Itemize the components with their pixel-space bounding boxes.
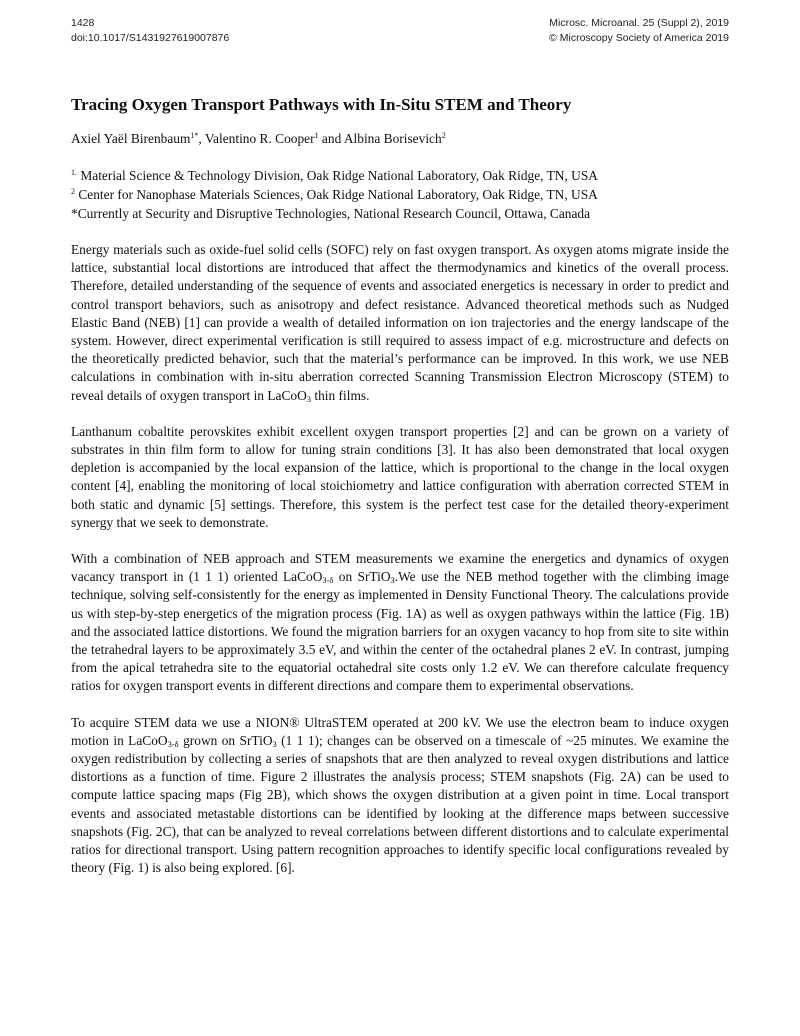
doi: doi:10.1017/S1431927619007876 <box>71 32 230 44</box>
subscript: 3 <box>272 738 277 749</box>
affiliation-text: Center for Nanophase Materials Sciences, Oak Ridge National Laboratory, Oak Ridge, TN, USA <box>75 187 598 202</box>
author-list <box>71 130 729 148</box>
journal-citation: Microsc. Microanal. 25 (Suppl 2), 2019 <box>549 17 729 29</box>
author-affil-mark: 1* <box>190 131 199 140</box>
text-run: grown on SrTiO <box>178 732 273 748</box>
copyright: © Microscopy Society of America 2019 <box>549 32 729 44</box>
paragraph-introduction <box>71 241 729 405</box>
text-run: Energy materials such as oxide-fuel solid cells (SOFC) rely on fast oxygen transport. As oxygen atoms migrate inside the lattice, substantial local distortions are introduced that affect the thermodynamics and kinetics of the overall process. Therefore, detailed understanding of the sequence of events and associated energetics is necessary in order to predict and control transport behaviors, such as anisotropy and defect resistance. Advanced theoretical methods such as Nudged Elastic Band (NEB) [1] can provide a wealth of detailed information on ion trajectories and the energy landscape of the system. However, direct experimental verification is still required to assess impact of e.g. microstructure and defects on the theoretically predicted behavior, such that the material’s performance can be improved. In this work, we use NEB calculations in combination with in-situ aberration corrected Scanning Transmission Electron Microscopy (STEM) to reveal details of oxygen transport in LaCoO <box>71 242 729 403</box>
paper-title: Tracing Oxygen Transport Pathways with In-Situ STEM and Theory <box>71 95 572 114</box>
text-run: With a combination of NEB approach and STEM measurements we examine the energetics and dynamics of oxygen vacancy transport in (1 1 1) oriented LaCoO <box>71 551 729 585</box>
affiliation-mark: 1. <box>71 168 77 177</box>
text-run: .We use the NEB method together with the climbing image technique, solving self-consistently for the energy as implemented in Density Functional Theory. The calculations provide us with step-by-step energetics of the migration process (Fig. 1A) as well as oxygen pathways within the lattice (Fig. 1B) and the associated lattice distortions. We found the migration barriers for an oxygen vacancy to hop from site to site within the tetrahedral layers to be approximately 3.5 eV, and within the center of the octahedral planes 2 eV. In contrast, jumping from the apical tetrahedra site to the equatorial octahedral site costs only 1.2 eV. We can therefore calculate frequency ratios for oxygen transport events in different directions and compare them to experimental observations. <box>71 569 729 694</box>
text-run: (1 1 1); changes can be observed on a timescale of ~25 minutes. We examine the oxygen redistribution by collecting a series of snapshots that are then analyzed to reveal oxygen distributions and lattice distortions as a function of time. Figure 2 illustrates the analysis process; STEM snapshots (Fig. 2A) can be used to compute lattice spacing maps (Fig 2B), which shows the oxygen distribution at a given point in time. Local transport events and associated metastable distortions can be identified by looking at the difference maps between successive snapshots (Fig. 2C), that can be analyzed to reveal correlations between different distortions and to calculate experimental ratios for directional transport. Using pattern recognition approaches to identify specific local configurations revealed by theory (Fig. 1) is also being explored. [6]. <box>71 732 730 876</box>
affiliation-list <box>71 166 729 223</box>
subscript: 3-δ <box>167 738 179 749</box>
text-run: thin films. <box>311 387 370 403</box>
affiliation-mark: 2 <box>71 187 75 196</box>
header-left <box>71 16 229 46</box>
paragraph-neb-method <box>71 550 729 696</box>
subscript: 3 <box>390 575 395 586</box>
author-name: Albina Borisevich <box>343 131 442 146</box>
paper-body <box>71 94 729 896</box>
page-number: 1428 <box>71 17 95 29</box>
author-separator: , <box>198 131 205 146</box>
affiliation <box>71 185 729 204</box>
header-right <box>549 16 729 46</box>
affiliation <box>71 166 729 185</box>
subscript: 3 <box>306 393 312 404</box>
affiliation <box>71 204 729 223</box>
author-name: Axiel Yaël Birenbaum <box>71 131 191 146</box>
affiliation-text: Material Science & Technology Division, Oak Ridge National Laboratory, Oak Ridge, TN, USA <box>77 168 598 183</box>
text-run: To acquire STEM data we use a NION® UltraSTEM operated at 200 kV. We use the electron beam to induce oxygen motion in LaCoO <box>71 714 729 748</box>
paragraph-stem-acquisition <box>71 714 729 878</box>
text-run: on SrTiO <box>333 569 391 585</box>
affiliation-text: *Currently at Security and Disruptive Technologies, National Research Council, Ottawa, Canada <box>71 206 591 221</box>
subscript: 3-δ <box>322 575 334 586</box>
author-affil-mark: 2 <box>441 131 446 140</box>
author-affil-mark: 1 <box>314 131 319 140</box>
paragraph-lanthanum-cobaltite: Lanthanum cobaltite perovskites exhibit excellent oxygen transport properties [2] and can be grown on a variety of substrates in thin film form to allow for tuning strain conditions [3]. It has also been demonstrated that local oxygen depletion is accompanied by the local expansion of the lattice, which is proportional to the change in the local oxygen content [4], enabling the monitoring of local stoichiometry and lattice configuration with aberration corrected STEM in both static and dynamic [5] settings. Therefore, this system is the perfect test case for the detailed theory-experiment synergy that we seek to demonstrate. <box>71 423 729 530</box>
author-separator: and <box>318 131 344 146</box>
author-name: Valentino R. Cooper <box>204 131 315 146</box>
